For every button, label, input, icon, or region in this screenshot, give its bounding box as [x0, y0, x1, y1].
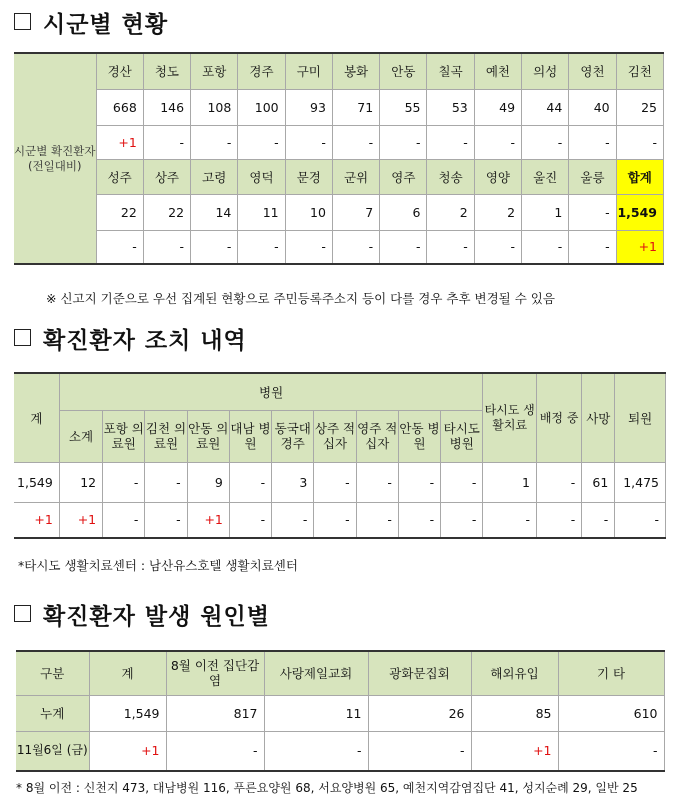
region-delta: - — [474, 125, 521, 159]
region-name: 청도 — [143, 53, 190, 89]
section1-note: ※ 신고지 기준으로 우선 집계된 현황으로 주민등록주소지 등이 다를 경우 추후 변경될 수 있음 — [46, 291, 555, 306]
region-count: 22 — [143, 194, 190, 230]
measure-count: 1,549 — [14, 462, 59, 502]
section-title-text: 시군별 현황 — [43, 12, 169, 38]
infection-cause-table — [16, 650, 665, 772]
measure-delta: - — [103, 502, 145, 538]
region-delta: - — [522, 230, 569, 264]
measure-count: 61 — [582, 462, 615, 502]
cause-header: 해외유입 — [471, 651, 558, 695]
measure-count: - — [314, 462, 356, 502]
region-count: 55 — [380, 89, 427, 125]
daily-label: 11월6일 (금) — [16, 731, 89, 771]
measure-delta: - — [314, 502, 356, 538]
measure-delta: +1 — [14, 502, 59, 538]
cumulative-value: 11 — [264, 695, 368, 731]
region-delta: - — [285, 125, 332, 159]
measure-count: - — [145, 462, 187, 502]
region-count: 108 — [191, 89, 238, 125]
header-daenam: 대남 병원 — [229, 410, 271, 462]
region-count: 100 — [238, 89, 285, 125]
header-gimcheon: 김천 의료원 — [145, 410, 187, 462]
measure-delta: +1 — [187, 502, 229, 538]
region-name: 칠곡 — [427, 53, 474, 89]
total-delta: +1 — [616, 230, 663, 264]
region-name: 봉화 — [332, 53, 379, 89]
region-name: 영천 — [569, 53, 616, 89]
region-name: 울진 — [522, 159, 569, 194]
region-delta: - — [143, 125, 190, 159]
measure-count: - — [398, 462, 440, 502]
region-name: 영덕 — [238, 159, 285, 194]
cause-header: 사랑제일교회 — [264, 651, 368, 695]
header-other-hospital: 타시도 병원 — [441, 410, 483, 462]
measure-count: 1 — [483, 462, 537, 502]
region-delta: - — [238, 230, 285, 264]
header-sangju: 상주 적십자 — [314, 410, 356, 462]
region-delta: - — [332, 125, 379, 159]
region-count: 93 — [285, 89, 332, 125]
cumulative-label: 누계 — [16, 695, 89, 731]
header-subtotal: 소계 — [59, 410, 102, 462]
measure-count: - — [441, 462, 483, 502]
region-delta: - — [191, 230, 238, 264]
measure-count: - — [229, 462, 271, 502]
measure-count: 3 — [272, 462, 314, 502]
total-count: 1,549 — [616, 194, 663, 230]
region-name: 영양 — [474, 159, 521, 194]
region-count: 22 — [96, 194, 143, 230]
region-name: 경산 — [96, 53, 143, 89]
region-name: 예천 — [474, 53, 521, 89]
region-count: 2 — [474, 194, 521, 230]
measure-delta: - — [356, 502, 398, 538]
daily-value: - — [264, 731, 368, 771]
region-delta: - — [380, 230, 427, 264]
cause-header: 계 — [89, 651, 166, 695]
section-title-measures — [14, 322, 247, 355]
region-delta: - — [238, 125, 285, 159]
region-count: 49 — [474, 89, 521, 125]
region-name: 구미 — [285, 53, 332, 89]
daily-value: +1 — [471, 731, 558, 771]
measure-count: 12 — [59, 462, 102, 502]
header-pohang: 포항 의료원 — [103, 410, 145, 462]
checkbox-square-icon — [14, 329, 31, 346]
daily-value: +1 — [89, 731, 166, 771]
region-status-table — [14, 52, 664, 265]
region-delta: - — [569, 125, 616, 159]
checkbox-square-icon — [14, 605, 31, 622]
measure-delta: - — [615, 502, 666, 538]
region-count: 44 — [522, 89, 569, 125]
measure-delta: +1 — [59, 502, 102, 538]
header-other-center: 타시도 생활치료 — [483, 373, 537, 462]
region-count: 53 — [427, 89, 474, 125]
measure-delta: - — [441, 502, 483, 538]
cumulative-value: 85 — [471, 695, 558, 731]
region-name: 포항 — [191, 53, 238, 89]
cause-header: 구분 — [16, 651, 89, 695]
region-count: 6 — [380, 194, 427, 230]
section-title-text: 확진환자 발생 원인별 — [43, 604, 270, 630]
measure-delta: - — [398, 502, 440, 538]
region-count: 40 — [569, 89, 616, 125]
region-name: 청송 — [427, 159, 474, 194]
cumulative-value: 26 — [368, 695, 471, 731]
region-delta: - — [96, 230, 143, 264]
region-delta: - — [191, 125, 238, 159]
cause-header: 광화문집회 — [368, 651, 471, 695]
total-header: 합계 — [616, 159, 663, 194]
section-title-text: 확진환자 조치 내역 — [43, 328, 247, 354]
region-delta: - — [522, 125, 569, 159]
header-discharge: 퇴원 — [615, 373, 666, 462]
region-count: 11 — [238, 194, 285, 230]
region-delta: - — [569, 230, 616, 264]
daily-value: - — [166, 731, 264, 771]
daily-value: - — [558, 731, 664, 771]
region-name: 안동 — [380, 53, 427, 89]
measure-count: - — [356, 462, 398, 502]
measure-delta: - — [145, 502, 187, 538]
section3-note: * 8월 이전 : 신천지 473, 대남병원 116, 푸른요양원 68, 서요양병원 65, 예천지역감염집단 41, 성지순례 29, 일반 25 — [16, 781, 638, 795]
measure-delta: - — [229, 502, 271, 538]
daily-value: - — [368, 731, 471, 771]
cumulative-value: 817 — [166, 695, 264, 731]
measure-count: - — [103, 462, 145, 502]
region-name: 군위 — [332, 159, 379, 194]
region-name: 경주 — [238, 53, 285, 89]
region-delta: - — [285, 230, 332, 264]
cumulative-value: 610 — [558, 695, 664, 731]
region-name: 고령 — [191, 159, 238, 194]
region-delta: - — [616, 125, 663, 159]
region-count: 7 — [332, 194, 379, 230]
cause-header: 8월 이전 집단감염 — [166, 651, 264, 695]
section-title-region — [14, 6, 168, 39]
header-death: 사망 — [582, 373, 615, 462]
region-count: 14 — [191, 194, 238, 230]
cause-header: 기 타 — [558, 651, 664, 695]
region-count: 146 — [143, 89, 190, 125]
measure-count: 1,475 — [615, 462, 666, 502]
measure-delta: - — [582, 502, 615, 538]
header-total: 계 — [14, 373, 59, 462]
region-count: 2 — [427, 194, 474, 230]
region-delta: - — [427, 230, 474, 264]
region-delta: - — [332, 230, 379, 264]
region-count: 10 — [285, 194, 332, 230]
region-count: 25 — [616, 89, 663, 125]
header-andong: 안동 의료원 — [187, 410, 229, 462]
header-yeongju: 영주 적십자 — [356, 410, 398, 462]
region-name: 김천 — [616, 53, 663, 89]
region-delta: - — [143, 230, 190, 264]
region-name: 성주 — [96, 159, 143, 194]
header-dongguk: 동국대 경주 — [272, 410, 314, 462]
measure-count: 9 — [187, 462, 229, 502]
header-andong-hospital: 안동 병원 — [398, 410, 440, 462]
measure-count: - — [536, 462, 581, 502]
cumulative-value: 1,549 — [89, 695, 166, 731]
region-delta: - — [474, 230, 521, 264]
region-name: 상주 — [143, 159, 190, 194]
region-count: 71 — [332, 89, 379, 125]
region-count: 1 — [522, 194, 569, 230]
region-delta: +1 — [96, 125, 143, 159]
header-assign: 배정 중 — [536, 373, 581, 462]
region-name: 울릉 — [569, 159, 616, 194]
measure-delta: - — [272, 502, 314, 538]
row-label-cell: 시군별 확진환자 (전일대비) — [14, 53, 96, 264]
checkbox-square-icon — [14, 13, 31, 30]
measure-delta: - — [483, 502, 537, 538]
patient-measures-table — [14, 372, 666, 539]
region-name: 문경 — [285, 159, 332, 194]
region-count: 668 — [96, 89, 143, 125]
region-delta: - — [427, 125, 474, 159]
measure-delta: - — [536, 502, 581, 538]
region-delta: - — [380, 125, 427, 159]
section2-note: *타시도 생활치료센터 : 남산유스호텔 생활치료센터 — [18, 558, 298, 573]
region-name: 영주 — [380, 159, 427, 194]
region-count: - — [569, 194, 616, 230]
section-title-causes — [14, 598, 270, 631]
region-name: 의성 — [522, 53, 569, 89]
header-hospital: 병원 — [59, 373, 483, 410]
